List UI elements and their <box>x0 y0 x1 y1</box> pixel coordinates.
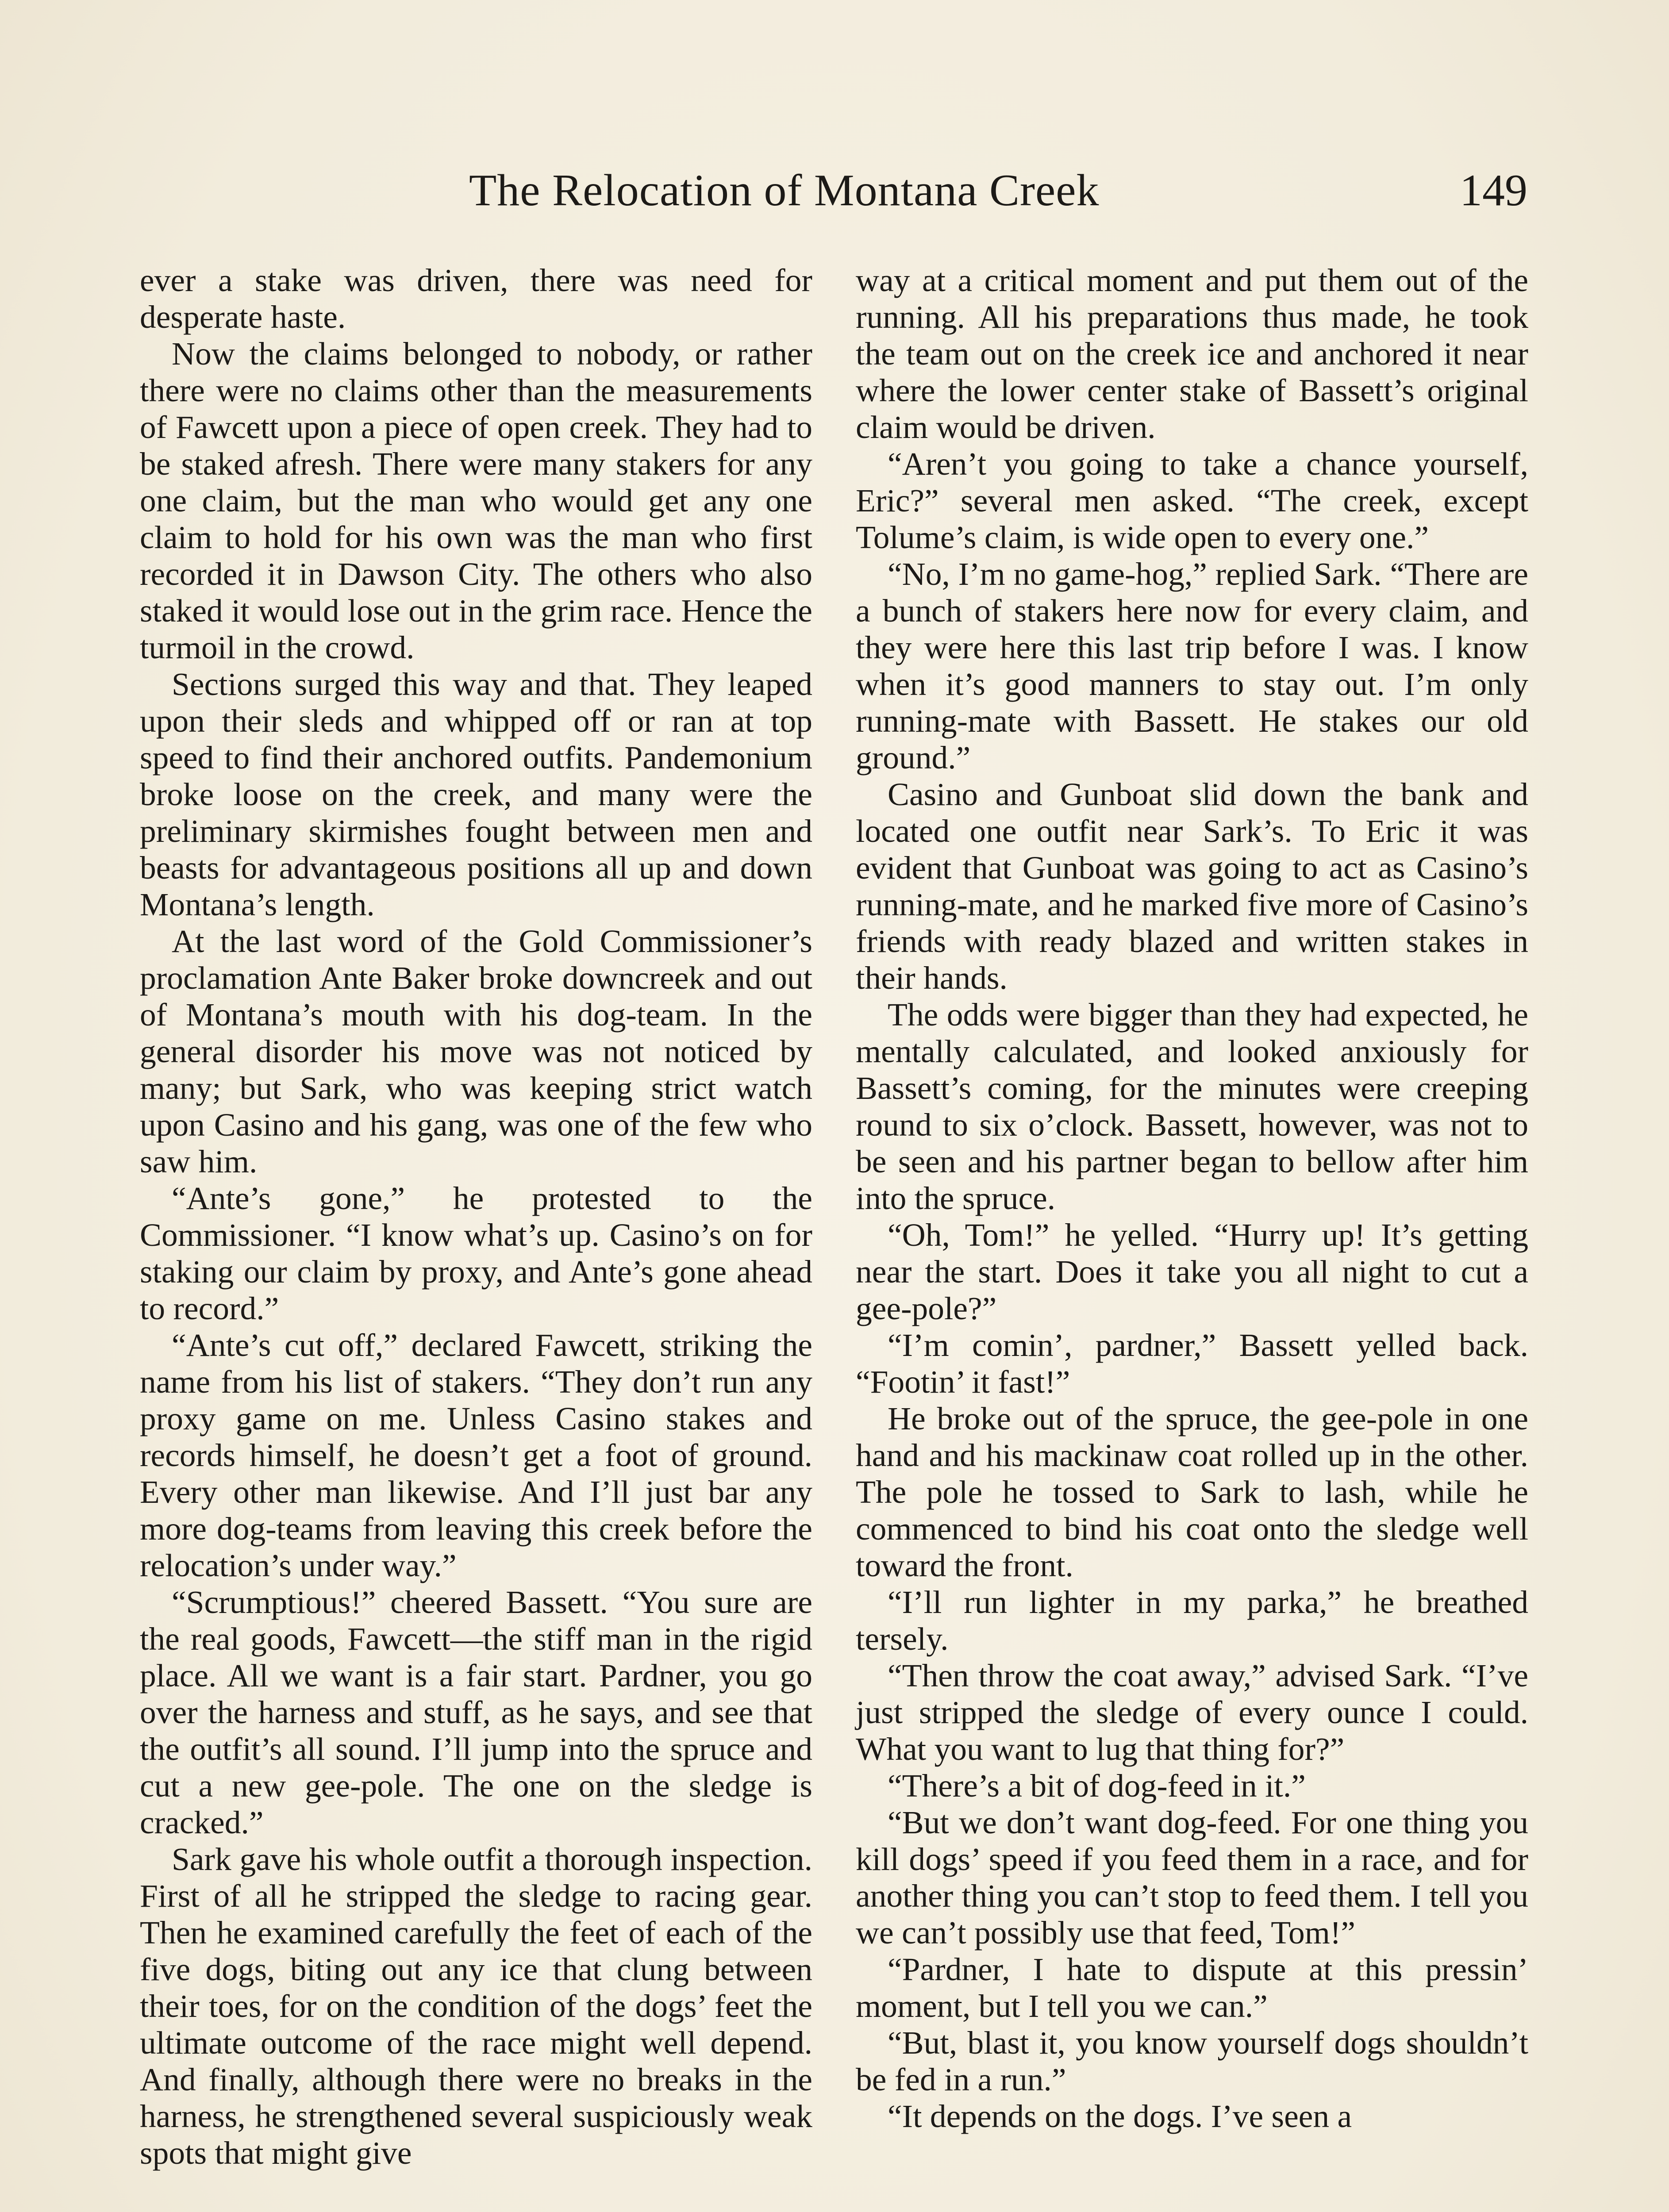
paragraph: Now the claims belonged to nobody, or rather there were no claims other than the measurements of Fawcett upon a piece of open creek. They had to be staked afresh. There were many stakers for any one claim, but the man who would get any one claim to hold for his own was the man who first recorded it in Dawson City. The others who also staked it would lose out in the grim race. Hence the turmoil in the crowd. <box>140 336 812 665</box>
paragraph: Sections surged this way and that. They leaped upon their sleds and whipped off or ran at top speed to find their anchored outfits. Pandemonium broke loose on the creek, and many were the preliminary skirmishes fought between men and beasts for advantageous positions all up and down Montana’s length. <box>140 666 812 922</box>
paragraph: way at a critical moment and put them out of the running. All his preparations thus made, he took the team out on the creek ice and anchored it near where the lower center stake of Bassett’s original claim would be driven. <box>856 262 1528 445</box>
right-text-column <box>856 262 1528 2135</box>
paragraph: He broke out of the spruce, the gee-pole in one hand and his mackinaw coat rolled up in the other. The pole he tossed to Sark to lash, while he commenced to bind his coat onto the sledge well toward the front. <box>856 1401 1528 1583</box>
paragraph: “Ante’s cut off,” declared Fawcett, striking the name from his list of stakers. “They don’t run any proxy game on me. Unless Casino stakes and records himself, he doesn’t get a foot of ground. Every other man likewise. And I’ll just bar any more dog-teams from leaving this creek before the relocation’s under way.” <box>140 1327 812 1583</box>
paragraph: “Scrumptious!” cheered Bassett. “You sure are the real goods, Fawcett—the stiff man in the rigid place. All we want is a fair start. Pardner, you go over the harness and stuff, as he says, and see that the outfit’s all sound. I’ll jump into the spruce and cut a new gee-pole. The one on the sledge is cracked.” <box>140 1584 812 1840</box>
paragraph: “Then throw the coat away,” advised Sark. “I’ve just stripped the sledge of every ounce I could. What you want to lug that thing for?” <box>856 1658 1528 1767</box>
paragraph: Casino and Gunboat slid down the bank and located one outfit near Sark’s. To Eric it was evident that Gunboat was going to act as Casino’s running-mate, and he marked five more of Casino’s friends with ready blazed and written stakes in their hands. <box>856 776 1528 996</box>
paragraph: “But, blast it, you know yourself dogs shouldn’t be fed in a run.” <box>856 2025 1528 2097</box>
paragraph: Sark gave his whole outfit a thorough inspection. First of all he stripped the sledge to racing gear. Then he examined carefully the feet of each of the five dogs, biting out any ice that clung between their toes, for on the condition of the dogs’ feet the ultimate outcome of the race might well depend. And finally, although there were no breaks in the harness, he strengthened several suspiciously weak spots that might give <box>140 1841 812 2171</box>
paragraph: “Ante’s gone,” he protested to the Commissioner. “I know what’s up. Casino’s on for staking our claim by proxy, and Ante’s gone ahead to record.” <box>140 1180 812 1326</box>
paragraph: “I’m comin’, pardner,” Bassett yelled back. “Footin’ it fast!” <box>856 1327 1528 1400</box>
paragraph: “There’s a bit of dog-feed in it.” <box>888 1768 1306 1804</box>
paragraph: “I’ll run lighter in my parka,” he breathed tersely. <box>856 1584 1528 1657</box>
paragraph: The odds were bigger than they had expected, he mentally calculated, and looked anxiously for Bassett’s coming, for the minutes were creeping round to six o’clock. Bassett, however, was not to be seen and his partner began to bellow after him into the spruce. <box>856 997 1528 1216</box>
paragraph: “It depends on the dogs. I’ve seen a <box>888 2098 1352 2134</box>
paragraph: “Aren’t you going to take a chance yourself, Eric?” several men asked. “The creek, except Tolume’s claim, is wide open to every one.” <box>856 446 1528 555</box>
paragraph: “No, I’m no game-hog,” replied Sark. “There are a bunch of stakers here now for every claim, and they were here this last trip before I was. I know when it’s good manners to stay out. I’m only running-mate with Bassett. He stakes our old ground.” <box>856 556 1528 776</box>
page-number: 149 <box>1460 165 1527 215</box>
paragraph: “But we don’t want dog-feed. For one thing you kill dogs’ speed if you feed them in a race, and for another thing you can’t stop to feed them. I tell you we can’t possibly use that feed, Tom!” <box>856 1805 1528 1951</box>
running-head-title: The Relocation of Montana Creek <box>469 165 1100 215</box>
paragraph: At the last word of the Gold Commissioner’s proclamation Ante Baker broke downcreek and out of Montana’s mouth with his dog-team. In the general disorder his move was not noticed by many; but Sark, who was keeping strict watch upon Casino and his gang, was one of the few who saw him. <box>140 923 812 1179</box>
paragraph: ever a stake was driven, there was need for desperate haste. <box>140 262 812 335</box>
paragraph: “Pardner, I hate to dispute at this pressin’ moment, but I tell you we can.” <box>856 1951 1528 2024</box>
left-text-column <box>140 262 812 2171</box>
paragraph: “Oh, Tom!” he yelled. “Hurry up! It’s getting near the start. Does it take you all night to cut a gee-pole?” <box>856 1217 1528 1326</box>
